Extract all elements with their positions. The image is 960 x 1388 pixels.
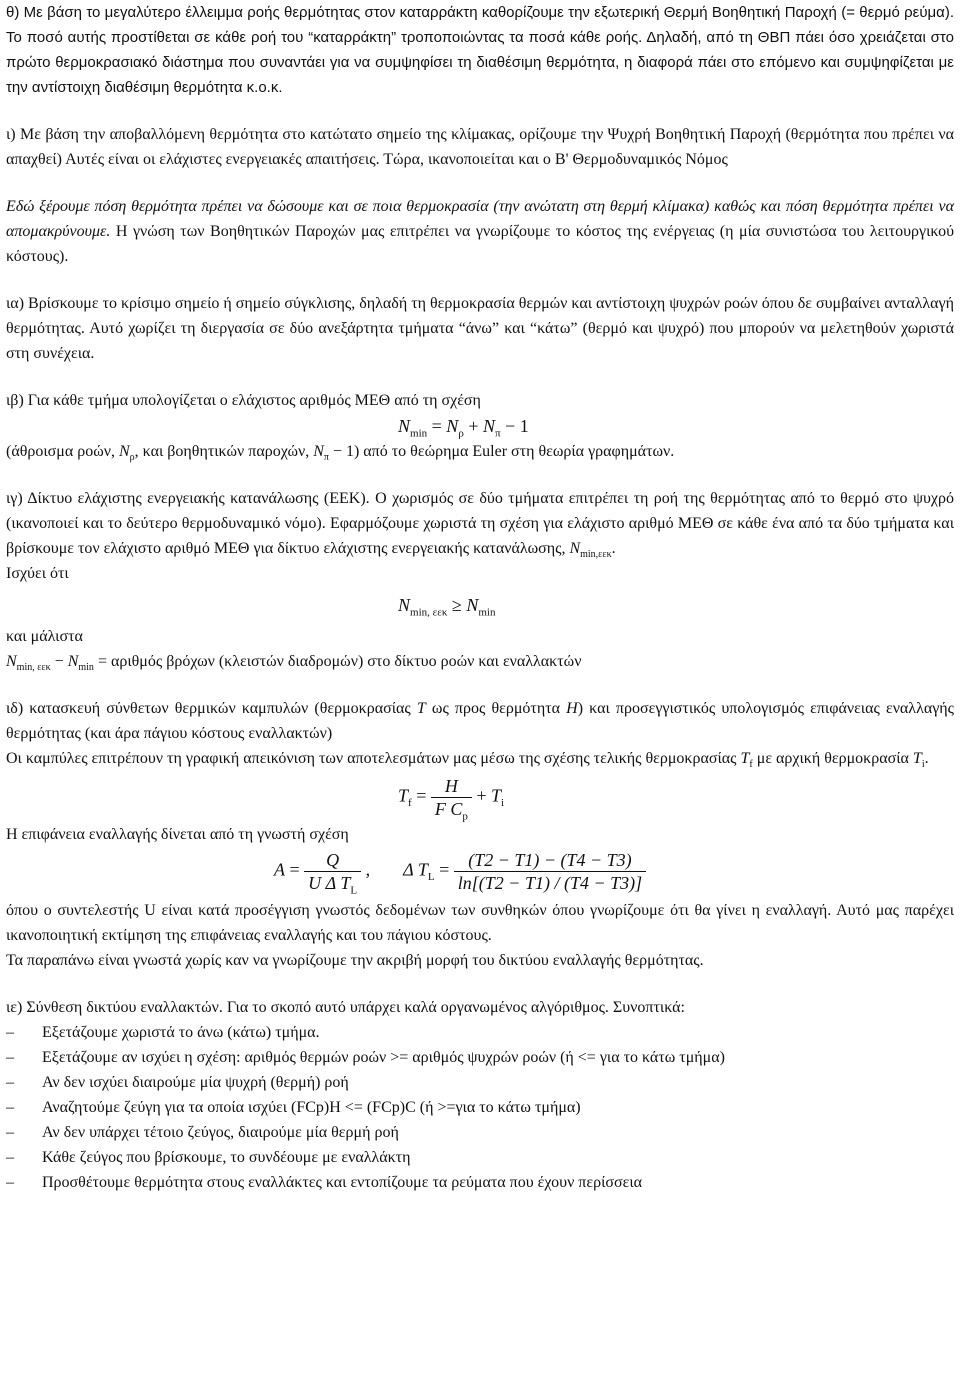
formula-tf: $T_f$ = $\frac{H}{F C_p}$ + $T_i$ <box>398 776 505 823</box>
list-item: – Αναζητούμε ζεύγη για τα οποία ισχύει (FCp)H <= (FCp)C (ή >=για το κάτω τμήμα) <box>6 1099 581 1116</box>
fraction-h-over-fcp: $\frac{H}{F C_p}$ <box>431 775 472 820</box>
fraction-q-over-udt: $\frac{Q}{U \Delta T_L}$ <box>304 849 361 894</box>
formula-n-min: $N_{min} = N_\rho + N_\pi - 1$ <box>398 416 529 440</box>
paragraph-id-u: όπου ο συντελεστής U είναι κατά προσέγγιση γνωστός δεδομένων των συνθηκών όπου γνωρίζουμε ότι θα γίνει η εναλλαγή. Αυτό μας παρέχει ικανοποιητική εκτίμηση της επιφάνειας εναλλαγής και του πάγιου κόστους. <box>6 902 954 944</box>
paragraph-ib: ιβ) Για κάθε τμήμα υπολογίζεται ο ελάχιστος αριθμός ΜΕΘ από τη σχέση <box>6 392 481 409</box>
algorithm-steps-list <box>6 1020 954 1195</box>
iota-text: ι) Με βάση την αποβαλλόμενη θερμότητα στο κατώτατο σημείο της κλίμακας, ορίζουμε την Ψυχρή Βοηθητική Παροχή (θερμότητα που πρέπει να απαχθεί) Αυτές είναι οι ελάχιστες ενεργειακές απαιτήσεις. Τώρα, ικανοποιείται και ο Β' Θερμοδυναμικός Νόμος <box>6 126 954 168</box>
list-item: – Αν δεν υπάρχει τέτοιο ζεύγος, διαιρούμε μία θερμή ροή <box>6 1124 399 1141</box>
valid-label: Ισχύει ότι <box>6 565 69 582</box>
and-label: και μάλιστα <box>6 628 83 645</box>
paragraph-ig: ιγ) Δίκτυο ελάχιστης ενεργειακής κατανάλωσης (ΕΕΚ). Ο χωρισμός σε δύο τμήματα επιτρέπει τη ροή της θερμότητας από το θερμό στο ψυχρό (ικανοποιεί και το δεύτερο θερμοδυναμικό νόμο). Εφαρμόζουμε χωριστά τη σχέση για ελάχιστο αριθμό ΜΕΘ σε κάθε ένα από τα δύο τμήματα και βρίσκουμε τον ελάχιστο αριθμό ΜΕΘ για δίκτυο ελάχιστης ενεργειακής κατανάλωσης, $N_{min,\varepsilon\varepsilon\kappa}$. <box>6 490 954 561</box>
list-item: – Προσθέτουμε θερμότητα στους εναλλάκτες και εντοπίζουμε τα ρεύματα που έχουν περίσσεια <box>6 1174 643 1191</box>
paragraph-id-curves: Οι καμπύλες επιτρέπουν τη γραφική απεικόνιση των αποτελεσμάτων μας μέσω της σχέσης τελικής θερμοκρασίας $T_f$ με αρχική θερμοκρασία $T_i$. <box>6 750 929 771</box>
loops-relation: $N_{min, \varepsilon\varepsilon\kappa} - N_{min} = \alpha\rho\iota\theta\mu ό\varsigma$ βρόχων (κλειστών διαδρομών) στο δίκτυο ροών και εναλλακτών <box>6 653 582 674</box>
paragraph-ib-explanation: (άθροισμα ροών, $N_\rho$, και βοηθητικών παροχών, $N_\pi - 1$) από το θεώρημα Euler στη θεωρία γραφημάτων. <box>6 443 675 464</box>
paragraph-ia: ια) Βρίσκουμε το κρίσιμο σημείο ή σημείο σύγκλισης, δηλαδή τη θερμοκρασία θερμών και αντίστοιχη ψυχρών ροών όπου δε συμβαίνει ανταλλαγή θερμότητας. Αυτό χωρίζει τη διεργασία σε δύο ανεξάρτητα τμήματα “άνω” και “κάτω” (θερμό και ψυχρό) που μπορούν να μελετηθούν χωριστά στη συνέχεια. <box>6 295 954 362</box>
list-item: – Εξετάζουμε αν ισχύει η σχέση: αριθμός θερμών ροών >= αριθμός ψυχρών ροών (ή <= για το κάτω τμήμα) <box>6 1049 725 1066</box>
paragraph-iota-note <box>6 194 954 269</box>
formula-area: A = $\frac{Q}{U \Delta T_L}$ , Δ $T_L$ = $\frac{(T2 - T1) - (T4 - T3)}{\ln[(T2 - T1) / (T4 - T3)]}$ <box>6 849 954 894</box>
surface-label: Η επιφάνεια εναλλαγής δίνεται από τη γνωστή σχέση <box>6 826 349 843</box>
list-item: – Αν δεν ισχύει διαιρούμε μία ψυχρή (θερμή) ροή <box>6 1074 349 1091</box>
list-item: – Εξετάζουμε χωριστά το άνω (κάτω) τμήμα. <box>6 1024 320 1041</box>
iota-italic-note: Εδώ ξέρουμε πόση θερμότητα πρέπει να δώσουμε και σε ποια θερμοκρασία (την ανώτατη στη θερμή κλίμακα) καθώς και πόση θερμότητα πρέπει να απομακρύνουμε. <box>6 198 954 240</box>
list-item: – Κάθε ζεύγος που βρίσκουμε, το συνδέουμε με εναλλάκτη <box>6 1149 411 1166</box>
paragraph-iota <box>6 122 954 172</box>
paragraph-theta: θ) Με βάση το μεγαλύτερο έλλειμμα ροής θερμότητας στον καταρράκτη καθορίζουμε την εξωτερική Θερμή Βοηθητική Παροχή (= θερμό ρεύμα). Το ποσό αυτής προστίθεται σε κάθε ροή του “καταρράκτη” τροποποιώντας τα ποσά κάθε ροής. Δηλαδή, από τη ΘΒΠ πάει όσο χρειάζεται στο πρώτο θερμοκρασιακό διάστημα που συναντάει για να συμψηφίσει τη διαθέσιμη θερμότητα, η διαφορά πάει στο επόμενο και συμψηφίζεται με την αντίστοιχη διαθέσιμη θερμότητα κ.ο.κ. <box>6 4 954 96</box>
iota-after-italic: Η γνώση των Βοηθητικών Παροχών μας επιτρέπει να γνωρίζουμε το κόστος της ενέργειας (η μία συνιστώσα του λειτουργικού κόστους). <box>6 223 954 265</box>
paragraph-id-known: Τα παραπάνω είναι γνωστά χωρίς καν να γνωρίζουμε την ακριβή μορφή του δικτύου εναλλαγής θερμότητας. <box>6 952 704 969</box>
paragraph-ie: ιε) Σύνθεση δικτύου εναλλακτών. Για το σκοπό αυτό υπάρχει καλά οργανωμένος αλγόριθμος. Συνοπτικά: <box>6 999 685 1016</box>
formula-n-min-eek: $N_{min, \varepsilon\varepsilon\kappa} \ge N_{min}$ <box>398 595 496 619</box>
fraction-lmtd: $\frac{(T2 - T1) - (T4 - T3)}{\ln[(T2 - T1) / (T4 - T3)]}$ <box>454 849 646 894</box>
paragraph-id: ιδ) κατασκευή σύνθετων θερμικών καμπυλών (θερμοκρασίας T ως προς θερμότητα H) και προσεγγιστικός υπολογισμός επιφάνειας εναλλαγής θερμότητας (και άρα πάγιου κόστους εναλλακτών) <box>6 700 954 742</box>
